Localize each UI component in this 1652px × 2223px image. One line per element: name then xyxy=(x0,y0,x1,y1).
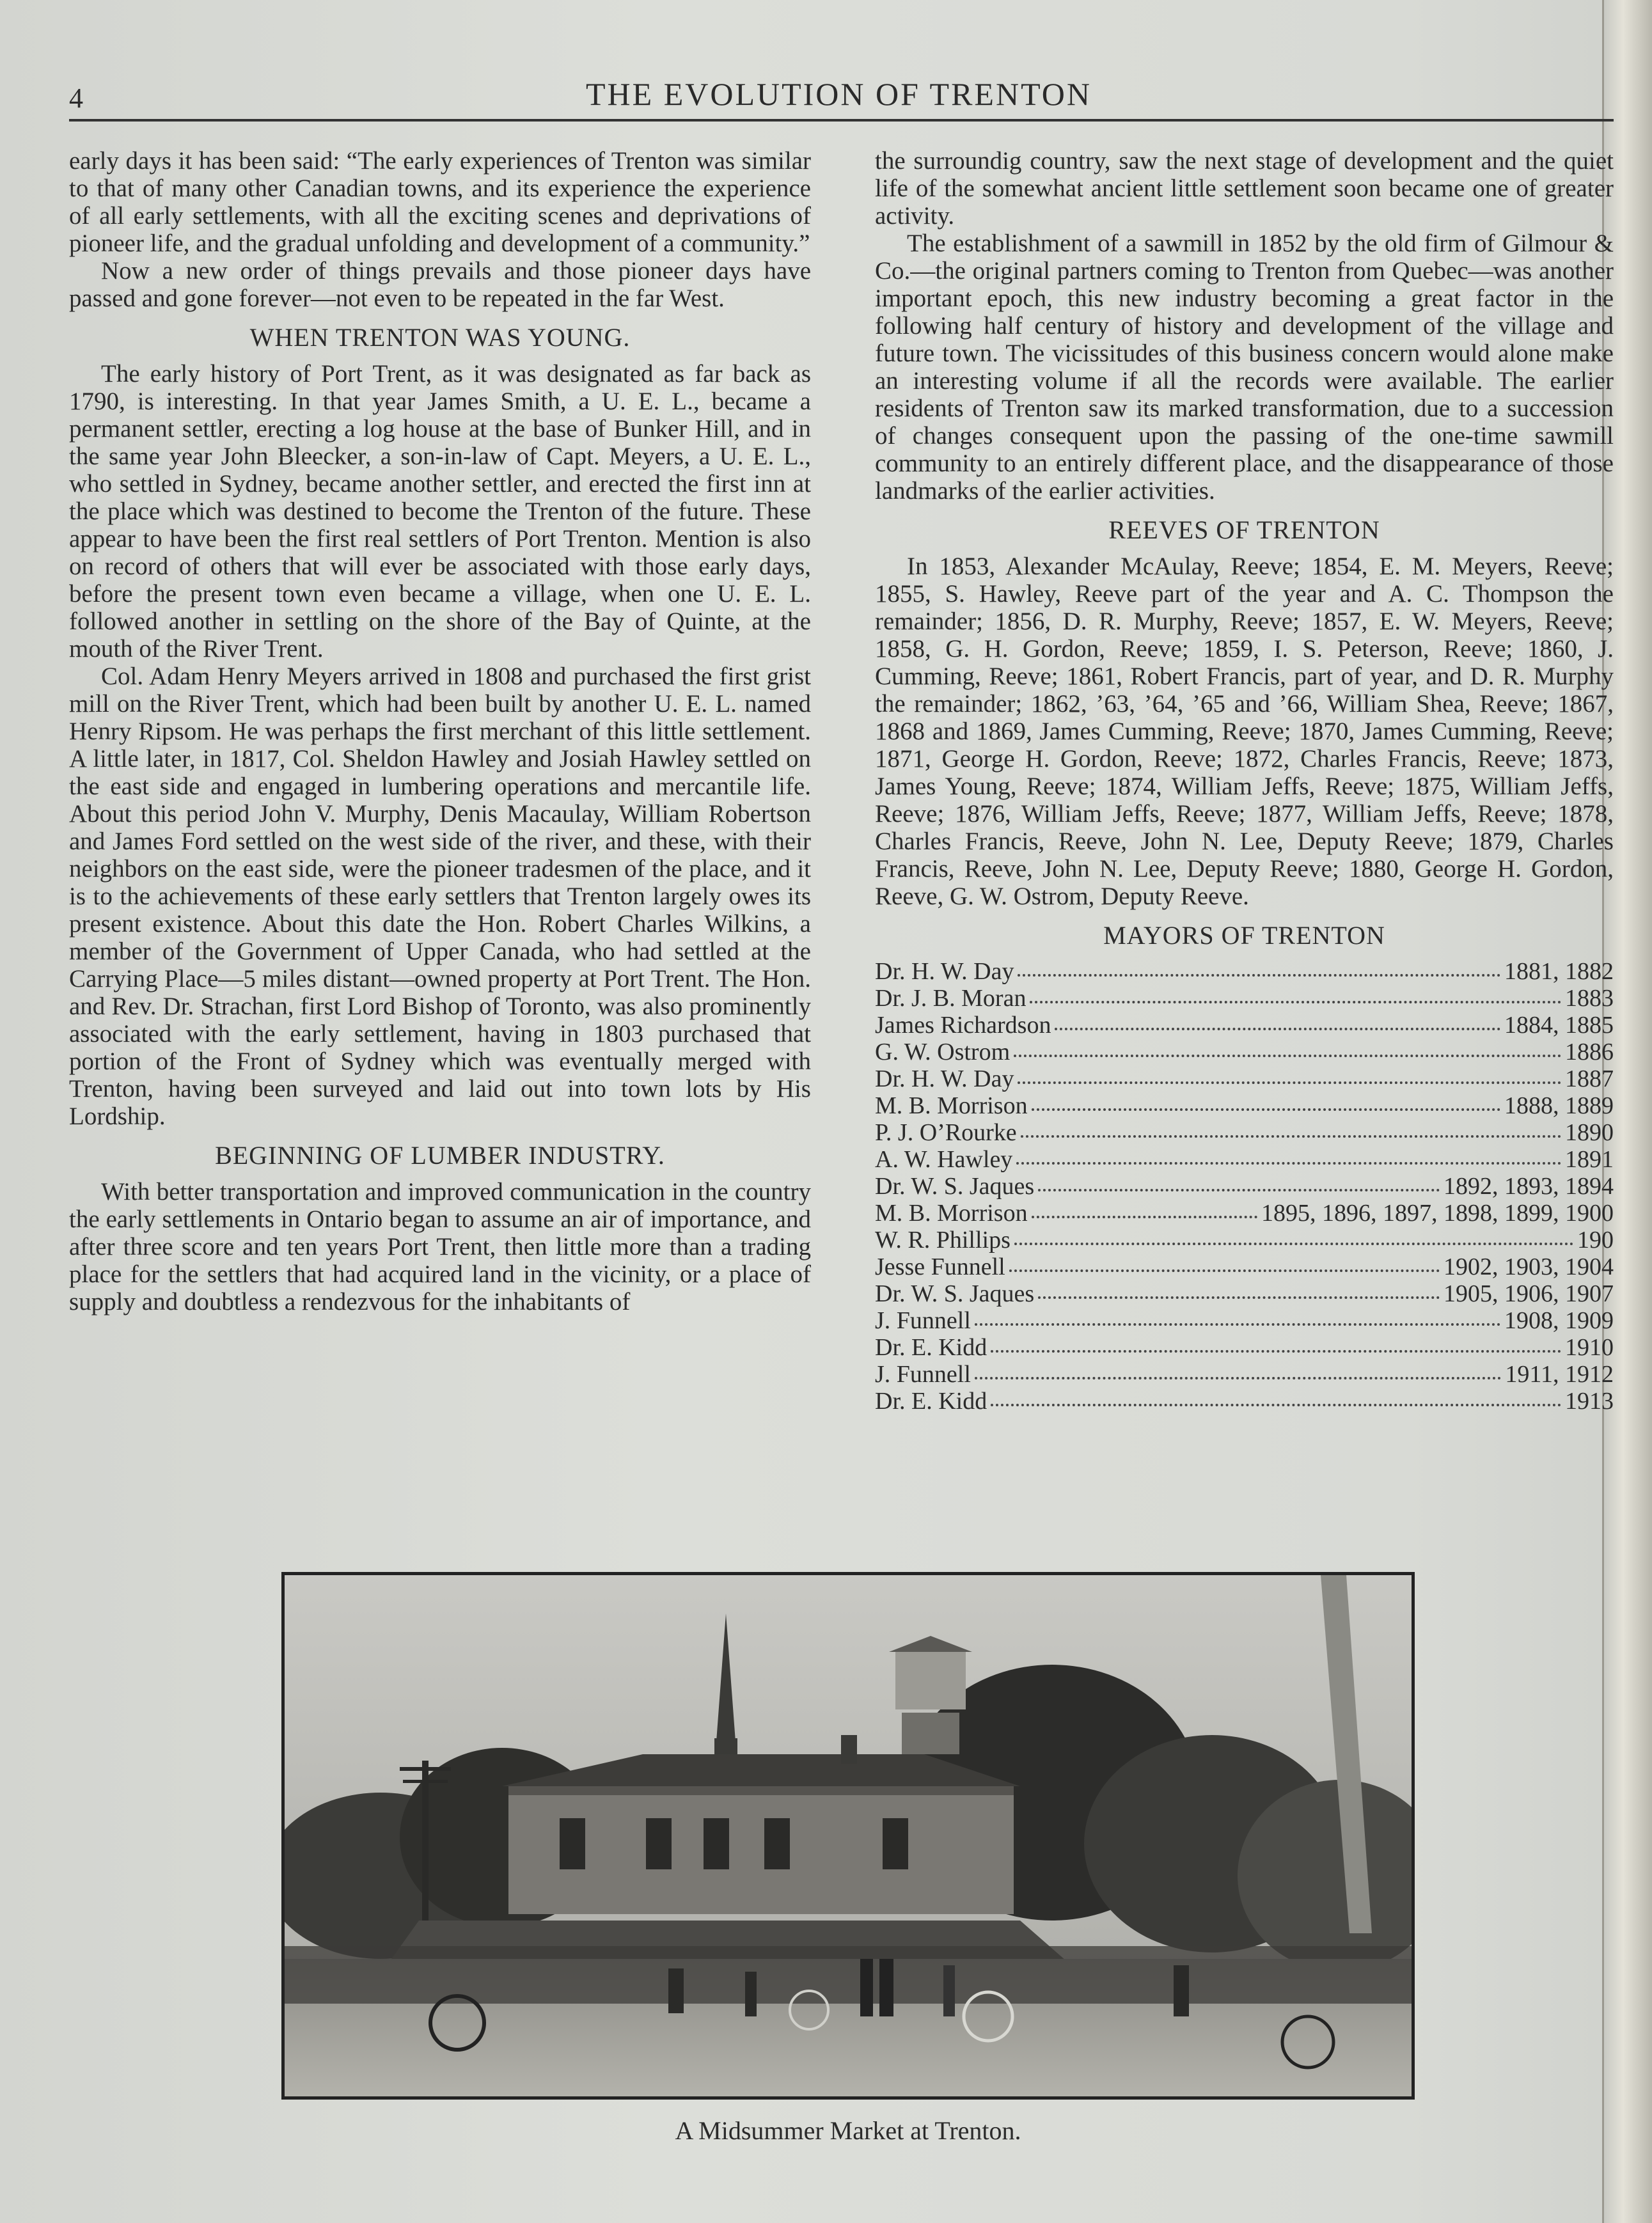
mayor-name: Dr. E. Kidd xyxy=(875,1334,987,1361)
mayor-name: W. R. Phillips xyxy=(875,1227,1011,1253)
leader-dots xyxy=(1018,966,1500,977)
mayor-name: M. B. Morrison xyxy=(875,1092,1028,1119)
leader-dots xyxy=(975,1316,1500,1326)
leader-dots xyxy=(1021,1127,1561,1138)
leader-dots xyxy=(1032,1101,1500,1111)
mayor-years: 1887 xyxy=(1565,1065,1614,1092)
mayor-name: Dr. H. W. Day xyxy=(875,1065,1014,1092)
mayor-row xyxy=(875,1119,1614,1146)
mayor-name: Dr. W. S. Jaques xyxy=(875,1173,1035,1200)
mayor-years: 1886 xyxy=(1565,1039,1614,1065)
mayor-years: 190 xyxy=(1577,1227,1614,1253)
mayor-name: P. J. O’Rourke xyxy=(875,1119,1017,1146)
mayor-row xyxy=(875,1039,1614,1065)
mayor-row xyxy=(875,1253,1614,1280)
section-heading: WHEN TRENTON WAS YOUNG. xyxy=(249,323,631,352)
history-paragraph: The early history of Port Trent, as it was designated as far back as 1790, is interesting. In that year James Smith, a U. E. L., became a permanent settler, erecting a log house at the base of Bunker Hill, and in the same year John Bleecker, a son-in-law of Capt. Meyers, a U. E. L., who settled in Sydney, became another settler, and erected the first inn at the place which was destined to become the Trenton of the future. These appear to have been the first real settlers of Port Trenton. Mention is also on record of others that will ever be associated with those early days, before the present town even became a village, when one U. E. L. followed another in settling on the shore of the Bay of Quinte, at the mouth of the River Trent. xyxy=(69,360,811,663)
mayor-row xyxy=(875,1146,1614,1173)
leader-dots xyxy=(1009,1262,1440,1272)
leader-dots xyxy=(1014,1047,1561,1057)
mayor-row xyxy=(875,958,1614,985)
mayor-row xyxy=(875,1388,1614,1415)
mayor-row xyxy=(875,1280,1614,1307)
mayor-years: 1895, 1896, 1897, 1898, 1899, 1900 xyxy=(1261,1200,1614,1227)
leader-dots xyxy=(1016,1154,1561,1165)
mayor-name: J. Funnell xyxy=(875,1361,971,1388)
right-column xyxy=(875,147,1614,1415)
mayor-name: M. B. Morrison xyxy=(875,1200,1028,1227)
mayor-row xyxy=(875,1065,1614,1092)
mayor-name: Jesse Funnell xyxy=(875,1253,1005,1280)
mayor-name: Dr. E. Kidd xyxy=(875,1388,987,1415)
section-heading: REEVES OF TRENTON xyxy=(1108,515,1380,544)
left-column xyxy=(69,147,811,1316)
leader-dots xyxy=(1038,1289,1440,1299)
mayor-years: 1905, 1906, 1907 xyxy=(1444,1280,1614,1307)
mayor-years: 1891 xyxy=(1565,1146,1614,1173)
mayor-row xyxy=(875,1012,1614,1039)
page-number: 4 xyxy=(69,82,83,114)
mayor-years: 1881, 1882 xyxy=(1504,958,1614,985)
market-photo-image xyxy=(285,1575,1412,2096)
mayor-years: 1888, 1889 xyxy=(1504,1092,1614,1119)
leader-dots xyxy=(1018,1074,1561,1084)
mayor-name: James Richardson xyxy=(875,1012,1051,1039)
mayor-row xyxy=(875,1361,1614,1388)
running-title: THE EVOLUTION OF TRENTON xyxy=(586,76,1092,112)
photo-caption: A Midsummer Market at Trenton. xyxy=(675,2116,1021,2145)
mayor-row xyxy=(875,985,1614,1012)
continuation-paragraph: the surroundig country, saw the next stage of development and the quiet life of the somewhat ancient little settlement soon became one of greater activity. xyxy=(875,147,1614,230)
market-photograph xyxy=(281,1572,1415,2100)
leader-dots xyxy=(1055,1020,1500,1030)
mayor-name: Dr. W. S. Jaques xyxy=(875,1280,1035,1307)
history-paragraph: Col. Adam Henry Meyers arrived in 1808 and purchased the first grist mill on the River Trent, which had been built by another U. E. L. named Henry Ripsom. He was perhaps the first merchant of this little settlement. A little later, in 1817, Col. Sheldon Hawley and Josiah Hawley settled on the east side and engaged in lumbering operations and mercantile life. About this period John V. Murphy, Denis Macaulay, William Robertson and James Ford settled on the west side of the river, and these, with their neighbors on the east side, were the pioneer tradesmen of the place, and it is to the achievements of these early settlers that Trenton largely owes its present existence. About this date the Hon. Robert Charles Wilkins, a member of the Government of Upper Canada, who had settled at the Carrying Place—5 miles distant—owned property at Port Trent. The Hon. and Rev. Dr. Strachan, first Lord Bishop of Toronto, was also prominently associated with the early settlement, having in 1803 purchased that portion of the Front of Sydney which was eventually merged with Trenton, having been surveyed and laid out into town lots by His Lordship. xyxy=(69,663,811,1130)
mayor-row xyxy=(875,1092,1614,1119)
mayor-years: 1884, 1885 xyxy=(1504,1012,1614,1039)
mayor-years: 1910 xyxy=(1565,1334,1614,1361)
mayor-years: 1902, 1903, 1904 xyxy=(1444,1253,1614,1280)
sawmill-paragraph: The establishment of a sawmill in 1852 by the old firm of Gilmour & Co.—the original partners coming to Trenton from Quebec—was another important epoch, this new industry becoming a great factor in the following half century of history and development of the village and future town. The vicissitudes of this business concern would alone make an interesting volume if all the records were available. The earlier residents of Trenton saw its marked transformation, due to a succession of changes consequent upon the passing of the one-time sawmill community to an entirely different place, and the disappearance of those landmarks of the earlier activities. xyxy=(875,230,1614,505)
mayor-years: 1913 xyxy=(1565,1388,1614,1415)
mayor-name: J. Funnell xyxy=(875,1307,971,1334)
section-heading: BEGINNING OF LUMBER INDUSTRY. xyxy=(215,1141,665,1170)
intro-paragraph: early days it has been said: “The early experiences of Trenton was similar to that of many other Canadian towns, and its experience the experience of all early settlements, with all the exciting scenes and deprivations of pioneer life, and the gradual unfolding and development of a community.” xyxy=(69,147,811,257)
leader-dots xyxy=(991,1342,1561,1353)
mayor-years: 1911, 1912 xyxy=(1505,1361,1614,1388)
mayor-row xyxy=(875,1307,1614,1334)
leader-dots xyxy=(1030,993,1561,1003)
leader-dots xyxy=(1014,1235,1573,1245)
leader-dots xyxy=(975,1369,1502,1379)
mayor-row xyxy=(875,1334,1614,1361)
mayor-row xyxy=(875,1200,1614,1227)
mayor-years: 1883 xyxy=(1565,985,1614,1012)
mayor-row xyxy=(875,1227,1614,1253)
reeves-paragraph: In 1853, Alexander McAulay, Reeve; 1854, E. M. Meyers, Reeve; 1855, S. Hawley, Reeve part of the year and A. C. Thompson the remainder; 1856, D. R. Murphy, Reeve; 1857, E. W. Meyers, Reeve; 1858, G. H. Gordon, Reeve; 1859, I. S. Peterson, Reeve; 1860, J. Cumming, Reeve; 1861, Robert Francis, part of year, and D. R. Murphy the remainder; 1862, ’63, ’64, ’65 and ’66, William Shea, Reeve; 1867, 1868 and 1869, James Cumming, Reeve; 1870, James Cumming, Reeve; 1871, George H. Gordon, Reeve; 1872, Charles Francis, Reeve; 1873, James Young, Reeve; 1874, William Jeffs, Reeve; 1875, William Jeffs, Reeve; 1876, William Jeffs, Reeve; 1877, William Jeffs, Reeve; 1878, Charles Francis, Reeve, John N. Lee, Deputy Reeve; 1879, Charles Francis, Reeve, John N. Lee, Deputy Reeve; 1880, George H. Gordon, Reeve, G. W. Ostrom, Deputy Reeve. xyxy=(875,553,1614,910)
mayor-name: G. W. Ostrom xyxy=(875,1039,1011,1065)
header-rule xyxy=(69,119,1614,122)
section-heading: MAYORS OF TRENTON xyxy=(1103,921,1385,950)
mayor-name: A. W. Hawley xyxy=(875,1146,1013,1173)
lumber-paragraph: With better transportation and improved communication in the country the early settlements in Ontario began to assume an air of importance, and after three score and ten years Port Trent, then little more than a trading place for the settlers that had acquired land in the vicinity, or a place of supply and doubtless a rendezvous for the inhabitants of xyxy=(69,1178,811,1316)
leader-dots xyxy=(1038,1181,1440,1191)
mayor-years: 1892, 1893, 1894 xyxy=(1444,1173,1614,1200)
mayor-name: Dr. J. B. Moran xyxy=(875,985,1027,1012)
mayor-years: 1890 xyxy=(1565,1119,1614,1146)
mayor-years: 1908, 1909 xyxy=(1504,1307,1614,1334)
mayor-name: Dr. H. W. Day xyxy=(875,958,1014,985)
leader-dots xyxy=(1032,1208,1257,1218)
leader-dots xyxy=(991,1396,1561,1406)
mayors-list xyxy=(875,958,1614,1415)
mayor-row xyxy=(875,1173,1614,1200)
intro-paragraph: Now a new order of things prevails and those pioneer days have passed and gone forever—not even to be repeated in the far West. xyxy=(69,257,811,312)
